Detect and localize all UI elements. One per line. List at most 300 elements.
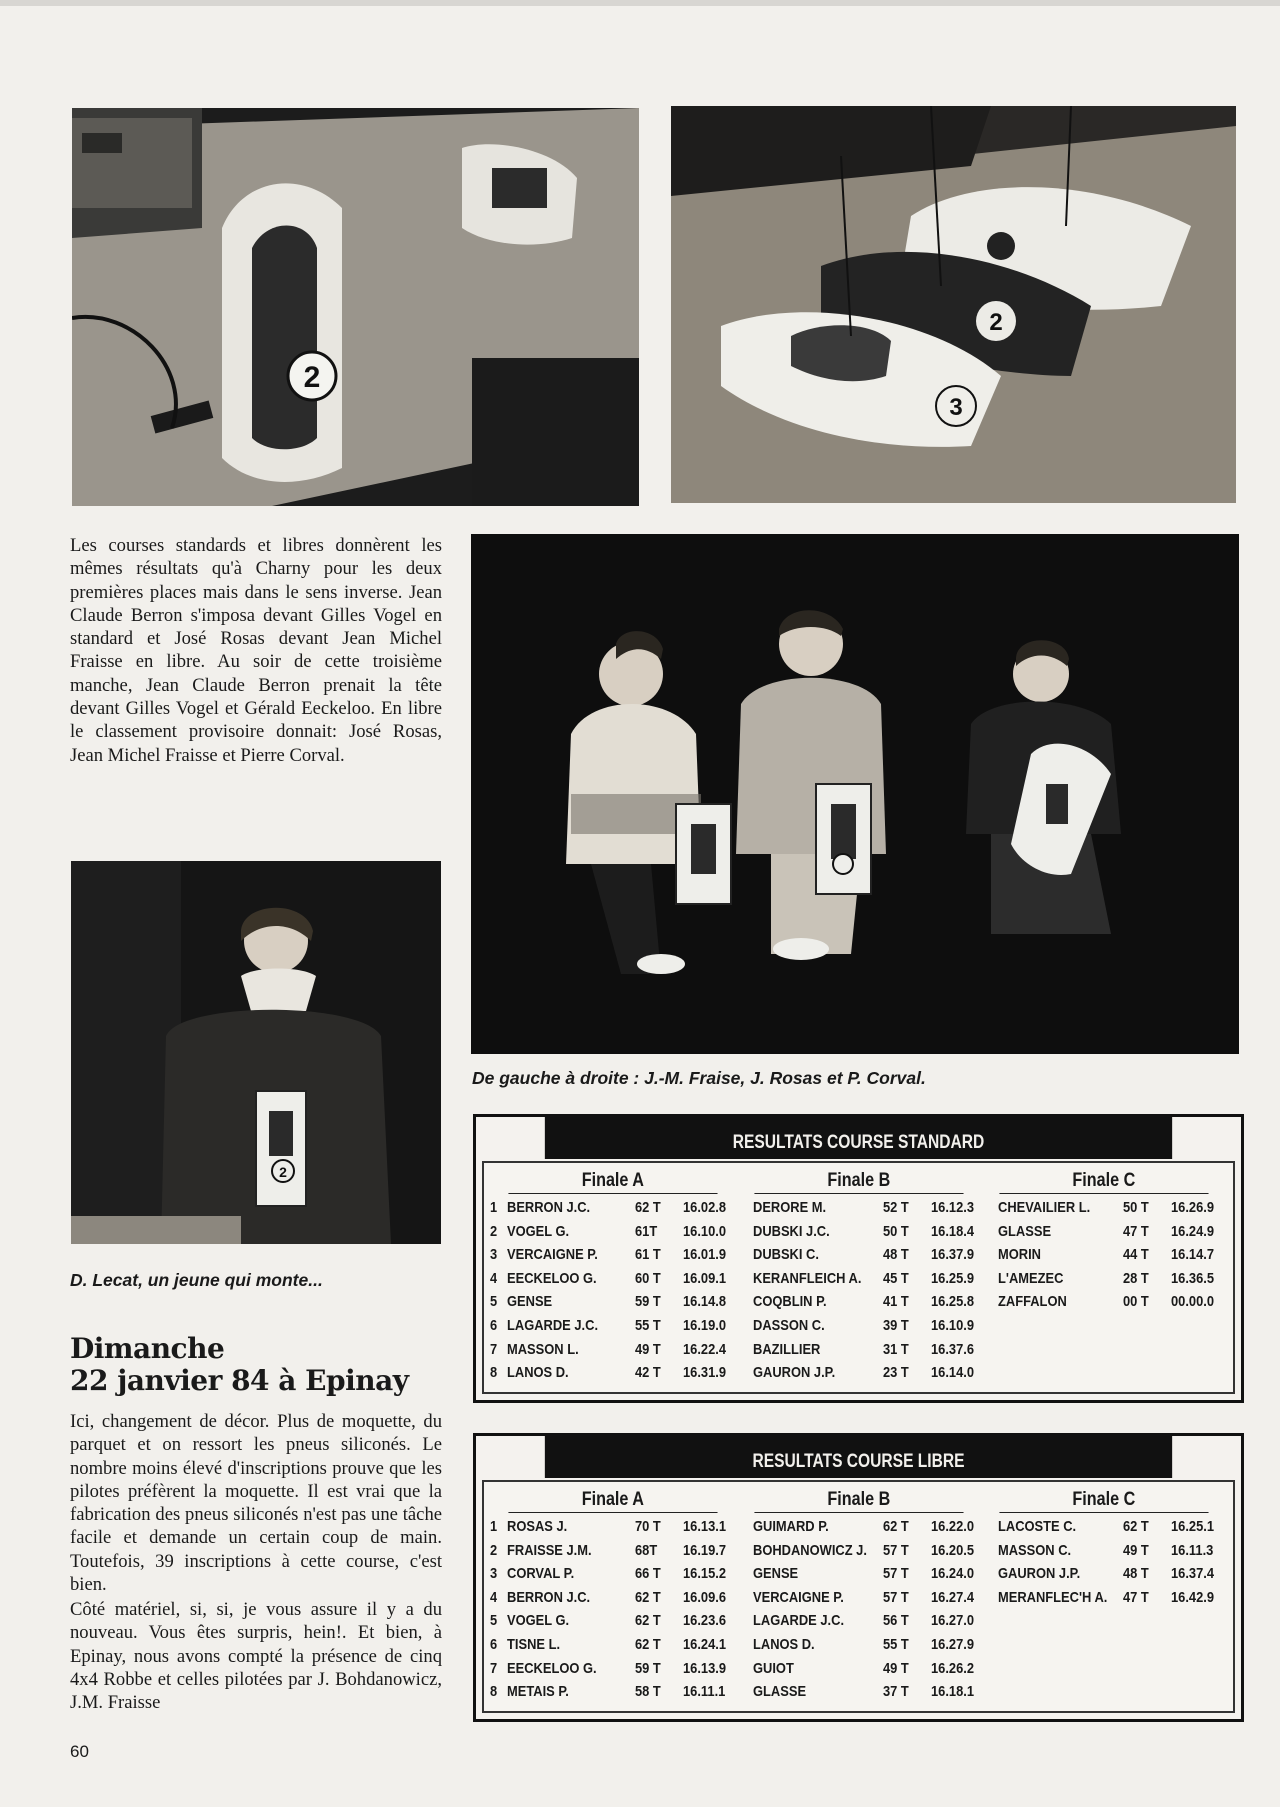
result-time xyxy=(683,1612,731,1636)
finale-b-header: Finale B xyxy=(754,1488,963,1513)
result-driver-name-text: VERCAIGNE P. xyxy=(507,1246,598,1264)
result-driver-name xyxy=(753,1542,883,1566)
result-laps-text: 49 T xyxy=(882,1659,909,1677)
result-time xyxy=(1171,1223,1219,1247)
result-time xyxy=(683,1565,731,1589)
result-laps xyxy=(635,1660,683,1684)
result-driver-name xyxy=(753,1589,883,1613)
result-driver-name xyxy=(507,1293,635,1317)
finale-b-column xyxy=(736,1488,982,1711)
result-row xyxy=(981,1293,1227,1317)
svg-text:2: 2 xyxy=(303,361,321,394)
result-time-text: 16.13.1 xyxy=(683,1518,727,1535)
result-laps-text: 62 T xyxy=(882,1518,909,1535)
result-time-text: 16.24.1 xyxy=(683,1635,727,1653)
result-position-text: 7 xyxy=(490,1659,498,1677)
result-laps-text: 62 T xyxy=(635,1635,661,1653)
result-time-text: 16.18.4 xyxy=(930,1222,974,1240)
result-laps xyxy=(635,1317,683,1341)
result-driver-name-text: DUBSKI C. xyxy=(752,1246,819,1264)
result-laps-text: 23 T xyxy=(882,1364,909,1382)
results-libre-finales xyxy=(484,1482,1233,1711)
result-position xyxy=(736,1341,753,1365)
result-time xyxy=(931,1223,979,1247)
result-position-text: 8 xyxy=(490,1683,498,1701)
result-position-text: 2 xyxy=(490,1222,498,1240)
result-position xyxy=(736,1293,753,1317)
result-laps xyxy=(883,1223,931,1247)
result-row xyxy=(490,1246,736,1270)
result-driver-name xyxy=(998,1270,1123,1294)
result-laps-text: 48 T xyxy=(1123,1565,1150,1583)
result-time-text: 16.11.1 xyxy=(683,1683,726,1701)
result-position xyxy=(490,1199,507,1223)
result-position xyxy=(490,1246,507,1270)
result-time xyxy=(683,1293,731,1317)
result-row xyxy=(736,1565,982,1589)
caption-young-driver: D. Lecat, un jeune qui monte... xyxy=(70,1270,323,1290)
result-position xyxy=(490,1542,507,1566)
result-position xyxy=(981,1293,998,1317)
result-driver-name xyxy=(753,1246,883,1270)
result-driver-name xyxy=(753,1660,883,1684)
result-position xyxy=(736,1542,753,1566)
result-row xyxy=(736,1223,982,1247)
result-driver-name xyxy=(753,1317,883,1341)
result-position xyxy=(490,1636,507,1660)
result-time xyxy=(683,1518,731,1542)
result-driver-name xyxy=(998,1246,1123,1270)
result-driver-name-text: LAGARDE J.C. xyxy=(507,1316,599,1334)
result-position xyxy=(490,1293,507,1317)
paragraph-epinay: Ici, changement de décor. Plus de moquette, du parquet et on ressort les pneus siliconés. Le nombre moins élevé d'inscriptions prouve que les pilotes préfèrent la moquette. Il est vrai que la fabrication des pneus siliconés n'est pas une tâche facile et demande un certain coup de main. Toutefois, 39 inscriptions à cette course, c'est bien. xyxy=(70,1411,442,1596)
result-laps-text: 57 T xyxy=(882,1588,909,1606)
result-row xyxy=(490,1364,736,1388)
result-position xyxy=(736,1518,753,1542)
results-standard-box xyxy=(473,1114,1244,1403)
result-laps xyxy=(883,1542,931,1566)
result-position xyxy=(736,1223,753,1247)
result-laps xyxy=(1123,1199,1171,1223)
result-driver-name-text: GENSE xyxy=(507,1293,553,1311)
result-position xyxy=(981,1589,998,1613)
result-time-text: 16.09.6 xyxy=(683,1588,727,1606)
result-position-text: 4 xyxy=(490,1269,498,1287)
result-position xyxy=(736,1589,753,1613)
photo-cars-on-workbench-image xyxy=(72,108,639,506)
result-laps-text: 62 T xyxy=(635,1588,661,1606)
result-time xyxy=(931,1683,979,1707)
result-driver-name-text: BOHDANOWICZ J. xyxy=(752,1541,867,1559)
result-position xyxy=(736,1270,753,1294)
result-laps-text: 41 T xyxy=(882,1293,909,1311)
result-driver-name-text: LACOSTE C. xyxy=(998,1518,1077,1535)
result-driver-name-text: VOGEL G. xyxy=(507,1612,570,1630)
result-laps xyxy=(883,1317,931,1341)
result-position xyxy=(736,1660,753,1684)
result-laps xyxy=(883,1364,931,1388)
result-laps-text: 62 T xyxy=(635,1612,661,1630)
result-driver-name xyxy=(753,1683,883,1707)
result-time-text: 16.14.8 xyxy=(683,1293,727,1311)
result-driver-name xyxy=(507,1636,635,1660)
result-position xyxy=(490,1317,507,1341)
result-time xyxy=(931,1246,979,1270)
result-time xyxy=(1171,1246,1219,1270)
result-time xyxy=(931,1364,979,1388)
result-driver-name xyxy=(507,1542,635,1566)
finale-a-column xyxy=(490,1169,736,1392)
result-time-text: 16.01.9 xyxy=(683,1246,727,1264)
result-laps xyxy=(635,1223,683,1247)
result-driver-name-text: ROSAS J. xyxy=(507,1518,568,1535)
result-time xyxy=(931,1542,979,1566)
result-laps-text: 52 T xyxy=(882,1199,909,1216)
result-position-text: 3 xyxy=(490,1565,498,1583)
result-row xyxy=(736,1589,982,1613)
result-laps xyxy=(635,1364,683,1388)
result-row xyxy=(736,1341,982,1365)
finale-c-column xyxy=(981,1488,1227,1711)
page-top-edge xyxy=(0,0,1280,6)
result-position xyxy=(981,1518,998,1542)
results-standard-table xyxy=(482,1161,1235,1394)
result-time xyxy=(931,1317,979,1341)
result-driver-name-text: FRAISSE J.M. xyxy=(507,1541,592,1559)
result-driver-name xyxy=(753,1223,883,1247)
finale-c-header: Finale C xyxy=(1000,1488,1209,1513)
result-laps xyxy=(883,1270,931,1294)
result-driver-name xyxy=(507,1341,635,1365)
result-laps-text: 00 T xyxy=(1123,1293,1150,1311)
result-driver-name xyxy=(998,1293,1123,1317)
result-time xyxy=(931,1270,979,1294)
result-time-text: 16.27.9 xyxy=(930,1635,974,1653)
result-row xyxy=(736,1660,982,1684)
result-laps-text: 31 T xyxy=(882,1340,909,1358)
result-driver-name xyxy=(507,1246,635,1270)
result-laps xyxy=(1123,1246,1171,1270)
result-driver-name-text: LANOS D. xyxy=(752,1635,815,1653)
finale-a-header: Finale A xyxy=(508,1169,717,1194)
result-time xyxy=(683,1364,731,1388)
result-laps xyxy=(635,1636,683,1660)
result-time-text: 16.14.7 xyxy=(1171,1246,1215,1264)
photo-three-drivers-image xyxy=(471,534,1239,1054)
finale-a-rows xyxy=(490,1194,736,1392)
result-row xyxy=(490,1223,736,1247)
result-row xyxy=(490,1636,736,1660)
result-time-text: 16.36.5 xyxy=(1171,1269,1215,1287)
result-time-text: 16.15.2 xyxy=(683,1565,727,1583)
result-driver-name xyxy=(998,1199,1123,1223)
svg-text:2: 2 xyxy=(279,1164,287,1180)
result-driver-name-text: VERCAIGNE P. xyxy=(752,1588,844,1606)
result-time-text: 16.22.0 xyxy=(930,1518,974,1535)
result-row xyxy=(981,1223,1227,1247)
result-laps-text: 50 T xyxy=(1123,1199,1150,1216)
result-position xyxy=(490,1589,507,1613)
result-laps-text: 42 T xyxy=(635,1364,661,1382)
result-row xyxy=(736,1270,982,1294)
result-laps xyxy=(1123,1270,1171,1294)
result-position xyxy=(490,1518,507,1542)
result-time-text: 16.10.9 xyxy=(930,1316,974,1334)
result-position-text: 4 xyxy=(490,1588,498,1606)
result-driver-name xyxy=(998,1565,1123,1589)
photo-young-driver-image xyxy=(71,861,441,1244)
result-laps xyxy=(883,1565,931,1589)
result-time xyxy=(683,1223,731,1247)
result-laps xyxy=(883,1199,931,1223)
result-laps-text: 56 T xyxy=(882,1612,909,1630)
results-libre-box xyxy=(473,1433,1244,1722)
result-row xyxy=(490,1565,736,1589)
result-driver-name xyxy=(998,1518,1123,1542)
result-row xyxy=(490,1660,736,1684)
result-position xyxy=(736,1612,753,1636)
result-row xyxy=(981,1246,1227,1270)
intro-paragraph: Les courses standards et libres donnèrent les mêmes résultats qu'à Charny pour les deux premières places mais dans le sens inverse. Jean Claude Berron s'imposa devant Gilles Vogel en standard et José Rosas devant Jean Michel Fraisse en libre. Au soir de cette troisième manche, Jean Claude Berron prenait la tête devant Gilles Vogel et Gérald Eeckeloo. En libre le classement provisoire donnait: José Rosas, Jean Michel Fraisse et Pierre Corval. xyxy=(70,535,442,766)
result-position xyxy=(736,1683,753,1707)
result-row xyxy=(490,1199,736,1223)
result-time xyxy=(931,1565,979,1589)
result-time xyxy=(683,1683,731,1707)
result-position-text: 6 xyxy=(490,1316,498,1334)
result-time-text: 16.24.9 xyxy=(1171,1222,1215,1240)
result-driver-name-text: BAZILLIER xyxy=(752,1340,821,1358)
result-position-text: 7 xyxy=(490,1340,498,1358)
result-time-text: 16.26.9 xyxy=(1171,1199,1215,1216)
result-position xyxy=(490,1565,507,1589)
result-laps-text: 62 T xyxy=(635,1199,661,1216)
result-time xyxy=(931,1660,979,1684)
result-row xyxy=(490,1293,736,1317)
result-laps xyxy=(883,1246,931,1270)
result-driver-name-text: VOGEL G. xyxy=(507,1222,570,1240)
result-laps xyxy=(1123,1518,1171,1542)
result-driver-name-text: EECKELOO G. xyxy=(507,1659,597,1677)
result-position xyxy=(736,1636,753,1660)
result-laps-text: 59 T xyxy=(635,1293,661,1311)
result-laps xyxy=(635,1518,683,1542)
result-position xyxy=(490,1364,507,1388)
result-driver-name xyxy=(507,1565,635,1589)
results-standard-finales xyxy=(484,1163,1233,1392)
finale-b-rows xyxy=(736,1513,982,1711)
svg-text:2: 2 xyxy=(989,309,1003,336)
result-driver-name xyxy=(753,1199,883,1223)
finale-a-header: Finale A xyxy=(508,1488,717,1513)
result-time xyxy=(1171,1589,1219,1613)
result-laps xyxy=(883,1518,931,1542)
result-laps xyxy=(883,1636,931,1660)
page-number: 60 xyxy=(70,1742,89,1761)
result-position-text: 6 xyxy=(490,1635,498,1653)
result-time xyxy=(931,1518,979,1542)
result-laps-text: 59 T xyxy=(635,1659,661,1677)
result-driver-name-text: ZAFFALON xyxy=(998,1293,1068,1311)
result-time xyxy=(1171,1199,1219,1223)
finale-c-rows xyxy=(981,1194,1227,1321)
result-time xyxy=(683,1317,731,1341)
result-time xyxy=(1171,1565,1219,1589)
result-driver-name xyxy=(507,1660,635,1684)
result-time-text: 16.37.4 xyxy=(1171,1565,1215,1583)
result-laps-text: 47 T xyxy=(1123,1588,1150,1606)
result-driver-name-text: GLASSE xyxy=(752,1683,806,1701)
result-driver-name xyxy=(998,1542,1123,1566)
result-time-text: 16.24.0 xyxy=(930,1565,974,1583)
result-driver-name-text: GUIMARD P. xyxy=(752,1518,829,1535)
finale-b-rows xyxy=(736,1194,982,1392)
result-driver-name xyxy=(507,1612,635,1636)
result-time-text: 16.25.8 xyxy=(930,1293,974,1311)
result-driver-name-text: MORIN xyxy=(998,1246,1042,1264)
result-row xyxy=(981,1518,1227,1542)
section-heading xyxy=(70,1333,450,1397)
result-time-text: 16.14.0 xyxy=(930,1364,974,1382)
svg-text:3: 3 xyxy=(949,394,963,421)
result-position-text: 1 xyxy=(490,1199,498,1216)
result-driver-name xyxy=(507,1364,635,1388)
result-row xyxy=(736,1246,982,1270)
caption-drivers: De gauche à droite : J.-M. Fraise, J. Rosas et P. Corval. xyxy=(472,1068,926,1088)
result-time-text: 16.42.9 xyxy=(1171,1588,1215,1606)
result-driver-name xyxy=(507,1270,635,1294)
result-position xyxy=(736,1565,753,1589)
result-laps xyxy=(635,1270,683,1294)
result-laps-text: 49 T xyxy=(1123,1541,1150,1559)
result-time-text: 16.27.0 xyxy=(930,1612,974,1630)
result-laps xyxy=(635,1293,683,1317)
result-laps-text: 60 T xyxy=(635,1269,661,1287)
result-position xyxy=(490,1341,507,1365)
result-laps-text: 58 T xyxy=(635,1683,661,1701)
result-laps xyxy=(635,1683,683,1707)
result-time-text: 16.18.1 xyxy=(930,1683,974,1701)
result-position xyxy=(736,1199,753,1223)
result-laps xyxy=(883,1683,931,1707)
finale-b-header: Finale B xyxy=(754,1169,963,1194)
result-row xyxy=(736,1364,982,1388)
result-time xyxy=(683,1636,731,1660)
result-driver-name xyxy=(753,1293,883,1317)
result-row xyxy=(736,1636,982,1660)
result-position xyxy=(981,1270,998,1294)
result-laps xyxy=(883,1612,931,1636)
result-laps-text: 47 T xyxy=(1123,1222,1150,1240)
result-row xyxy=(490,1518,736,1542)
result-time-text: 16.22.4 xyxy=(683,1340,727,1358)
result-laps xyxy=(1123,1223,1171,1247)
result-driver-name-text: BERRON J.C. xyxy=(507,1199,591,1216)
result-laps-text: 28 T xyxy=(1123,1269,1150,1287)
result-laps xyxy=(635,1565,683,1589)
result-laps-text: 57 T xyxy=(882,1565,909,1583)
result-driver-name-text: MERANFLEC'H A. xyxy=(998,1588,1108,1606)
result-row xyxy=(490,1542,736,1566)
result-row xyxy=(736,1542,982,1566)
result-time xyxy=(683,1270,731,1294)
result-laps-text: 55 T xyxy=(882,1635,909,1653)
result-time xyxy=(931,1589,979,1613)
finale-c-header: Finale C xyxy=(1000,1169,1209,1194)
result-driver-name-text: LAGARDE J.C. xyxy=(752,1612,844,1630)
finale-c-column xyxy=(981,1169,1227,1392)
result-time-text: 16.37.6 xyxy=(930,1340,974,1358)
result-row xyxy=(736,1199,982,1223)
result-laps xyxy=(1123,1589,1171,1613)
result-driver-name xyxy=(998,1589,1123,1613)
finale-a-rows xyxy=(490,1513,736,1711)
result-row xyxy=(490,1683,736,1707)
photo-young-driver xyxy=(71,861,441,1244)
result-laps-text: 49 T xyxy=(635,1340,661,1358)
result-time-text: 16.19.7 xyxy=(683,1541,727,1559)
result-time xyxy=(931,1293,979,1317)
result-time-text: 16.13.9 xyxy=(683,1659,727,1677)
result-position xyxy=(736,1317,753,1341)
paragraph-materiel: Côté matériel, si, si, je vous assure il y a du nouveau. Vous êtes surpris, hein!. Et bien, à Epinay, nous avons compté la présence de cinq 4x4 Robbe et celles pilotées par J. Bohdanowicz, J.M. Fraisse xyxy=(70,1599,442,1714)
result-driver-name xyxy=(507,1199,635,1223)
result-time-text: 16.26.2 xyxy=(930,1659,974,1677)
result-driver-name-text: L'AMEZEC xyxy=(998,1269,1064,1287)
result-driver-name xyxy=(753,1364,883,1388)
result-time-text: 16.23.6 xyxy=(683,1612,727,1630)
result-driver-name xyxy=(753,1612,883,1636)
result-driver-name-text: BERRON J.C. xyxy=(507,1588,591,1606)
result-laps xyxy=(883,1660,931,1684)
result-time-text: 16.19.0 xyxy=(683,1316,727,1334)
result-time xyxy=(683,1341,731,1365)
result-laps-text: 70 T xyxy=(635,1518,661,1535)
result-position xyxy=(490,1660,507,1684)
result-position xyxy=(490,1612,507,1636)
result-position-text: 5 xyxy=(490,1293,498,1311)
result-time xyxy=(683,1199,731,1223)
result-row xyxy=(981,1565,1227,1589)
photo-three-cars-on-floor xyxy=(671,106,1236,503)
result-time xyxy=(1171,1293,1219,1317)
result-driver-name xyxy=(753,1270,883,1294)
result-row xyxy=(490,1270,736,1294)
result-time xyxy=(683,1660,731,1684)
result-row xyxy=(981,1589,1227,1613)
result-driver-name xyxy=(507,1317,635,1341)
result-row xyxy=(981,1542,1227,1566)
photo-cars-on-workbench xyxy=(72,108,639,506)
result-row xyxy=(490,1341,736,1365)
result-laps xyxy=(883,1589,931,1613)
result-time-text: 16.27.4 xyxy=(930,1588,974,1606)
result-driver-name-text: MASSON L. xyxy=(507,1340,579,1358)
result-time xyxy=(931,1636,979,1660)
result-position xyxy=(981,1542,998,1566)
result-position xyxy=(981,1565,998,1589)
result-driver-name-text: CHEVAILIER L. xyxy=(998,1199,1091,1216)
result-position xyxy=(981,1246,998,1270)
result-row xyxy=(736,1317,982,1341)
results-standard-title: RESULTATS COURSE STANDARD xyxy=(545,1117,1172,1159)
result-position-text: 8 xyxy=(490,1364,498,1382)
heading-line-2: 22 janvier 84 à Epinay xyxy=(70,1364,409,1397)
result-driver-name xyxy=(507,1518,635,1542)
result-driver-name-text: GAURON J.P. xyxy=(752,1364,835,1382)
result-laps xyxy=(635,1542,683,1566)
result-driver-name-text: METAIS P. xyxy=(507,1683,569,1701)
result-row xyxy=(736,1683,982,1707)
